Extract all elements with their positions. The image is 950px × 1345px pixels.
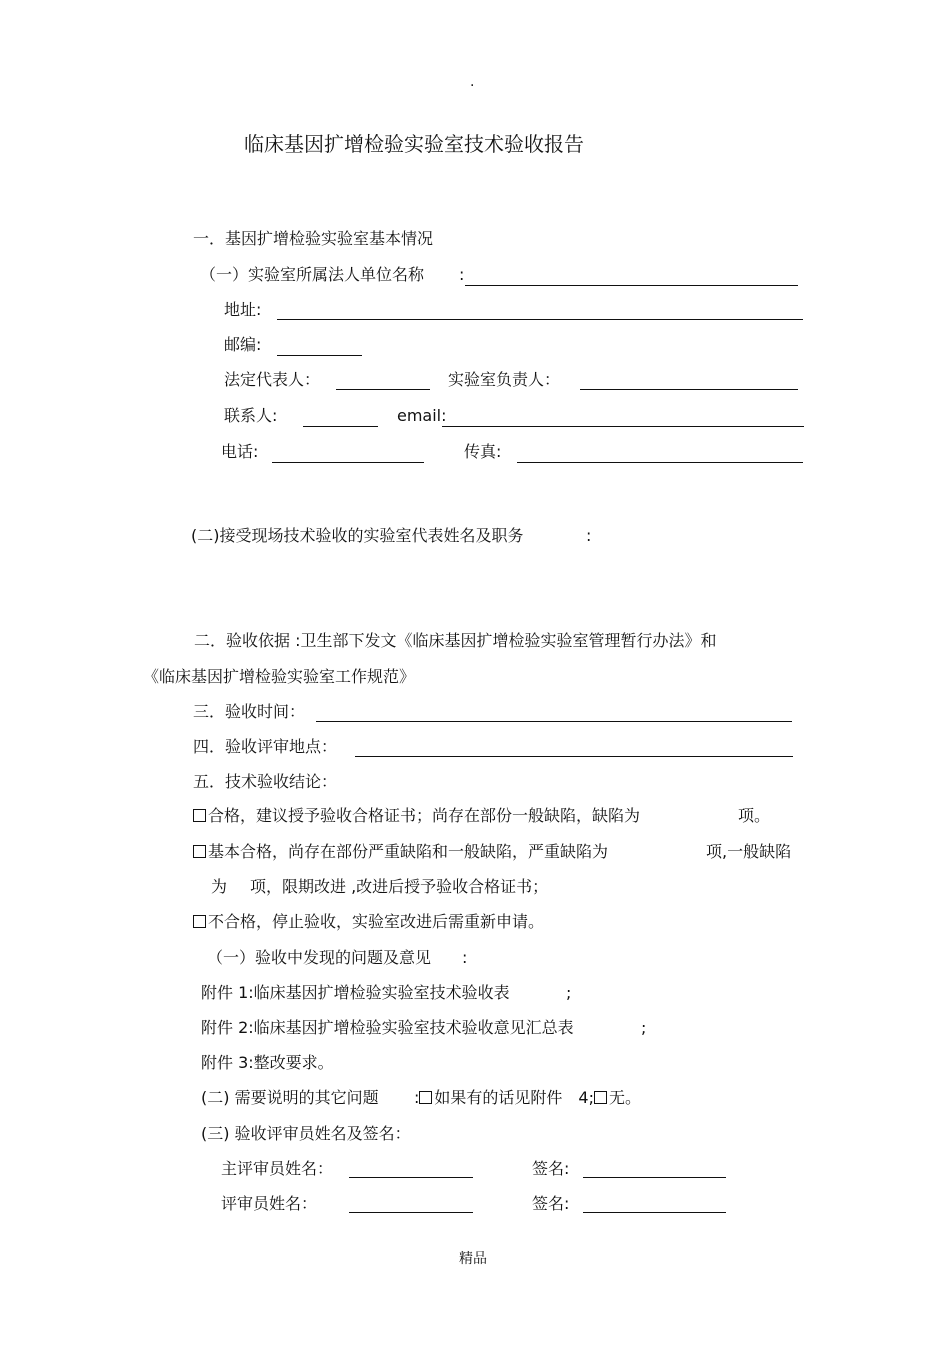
option-basic-text: 基本合格，尚存在部份严重缺陷和一般缺陷，严重缺陷为 — [208, 842, 609, 861]
option-pass-text: 合格，建议授予验收合格证书；尚存在部份一般缺陷，缺陷为 — [208, 806, 641, 825]
address-field[interactable] — [277, 319, 803, 320]
no-other-checkbox[interactable] — [594, 1091, 607, 1104]
pass-checkbox[interactable] — [193, 809, 206, 822]
contact-field[interactable] — [303, 426, 378, 427]
reviewer-sign-field[interactable] — [583, 1212, 726, 1213]
other-issues-label: (二) 需要说明的其它问题 — [201, 1088, 379, 1107]
option-fail — [193, 912, 544, 932]
time-label: 三．验收时间： — [193, 702, 306, 721]
option-pass-suffix: 项。 — [738, 806, 771, 825]
postcode-label: 邮编: — [224, 335, 262, 354]
option-basic-cont-b: 项，限期改进 ,改进后授予验收合格证书； — [250, 877, 549, 896]
issues-label: （一）验收中发现的问题及意见 — [207, 948, 432, 967]
chief-reviewer-label: 主评审员姓名： — [221, 1159, 334, 1178]
lab-head-label: 实验室负责人： — [448, 370, 561, 389]
header-dot: . — [470, 74, 475, 90]
lab-head-field[interactable] — [580, 389, 798, 390]
chief-reviewer-field[interactable] — [349, 1177, 473, 1178]
address-label: 地址: — [224, 300, 262, 319]
email-label: email: — [397, 406, 447, 425]
reviewer-label: 评审员姓名： — [221, 1194, 318, 1213]
option-basic-mid: 项,一般缺陷 — [706, 842, 792, 861]
location-field[interactable] — [355, 756, 793, 757]
attachment-1-semicolon: ; — [566, 983, 572, 1002]
representative-colon: : — [586, 526, 592, 545]
attachment-3: 附件 3:整改要求。 — [201, 1053, 334, 1072]
reviewers-label: (三) 验收评审员姓名及签名： — [201, 1124, 411, 1143]
option-pass — [193, 806, 640, 826]
has-other-attachment-no: 4; — [578, 1088, 594, 1107]
chief-sign-field[interactable] — [583, 1177, 726, 1178]
location-label: 四．验收评审地点： — [193, 737, 338, 756]
fail-checkbox[interactable] — [193, 915, 206, 928]
phone-label: 电话: — [221, 442, 259, 461]
legal-rep-label: 法定代表人： — [224, 370, 321, 389]
page-title: 临床基因扩增检验实验室技术验收报告 — [244, 132, 584, 156]
phone-field[interactable] — [272, 462, 424, 463]
representative-label: (二)接受现场技术验收的实验室代表姓名及职务 — [191, 526, 524, 545]
has-other-checkbox[interactable] — [419, 1091, 432, 1104]
option-fail-text: 不合格，停止验收，实验室改进后需重新申请。 — [208, 912, 545, 931]
basis-line1: 二．验收依据 :卫生部下发文《临床基因扩增检验实验室管理暂行办法》和 — [194, 631, 717, 650]
unit-colon: : — [459, 265, 465, 284]
section1-heading: 一．基因扩增检验实验室基本情况 — [193, 229, 434, 248]
reviewer-field[interactable] — [349, 1212, 473, 1213]
time-field[interactable] — [316, 721, 792, 722]
attachment-2-semicolon: ; — [641, 1018, 647, 1037]
attachment-2: 附件 2:临床基因扩增检验实验室技术验收意见汇总表 — [201, 1018, 574, 1037]
other-issues-prefix: : — [414, 1088, 420, 1107]
fax-label: 传真: — [464, 442, 502, 461]
footer-text: 精品 — [459, 1251, 487, 1267]
fax-field[interactable] — [517, 462, 803, 463]
postcode-field[interactable] — [277, 355, 362, 356]
attachment-1: 附件 1:临床基因扩增检验实验室技术验收表 — [201, 983, 510, 1002]
basis-line2: 《临床基因扩增检验实验室工作规范》 — [143, 667, 416, 686]
no-other-text: 无。 — [608, 1088, 641, 1107]
issues-colon: : — [462, 948, 468, 967]
chief-sign-label: 签名: — [532, 1159, 570, 1178]
legal-rep-field[interactable] — [336, 389, 430, 390]
has-other-text: 如果有的话见附件 — [434, 1088, 563, 1107]
option-basic-cont-a: 为 — [211, 877, 228, 896]
unit-name-field[interactable] — [465, 285, 798, 286]
option-basic — [193, 842, 608, 862]
basic-pass-checkbox[interactable] — [193, 845, 206, 858]
email-field[interactable] — [442, 426, 804, 427]
unit-label: （一）实验室所属法人单位名称 — [200, 265, 425, 284]
contact-label: 联系人: — [224, 406, 278, 425]
reviewer-sign-label: 签名: — [532, 1194, 570, 1213]
conclusion-label: 五．技术验收结论： — [193, 772, 338, 791]
other-issues-options — [414, 1088, 641, 1108]
